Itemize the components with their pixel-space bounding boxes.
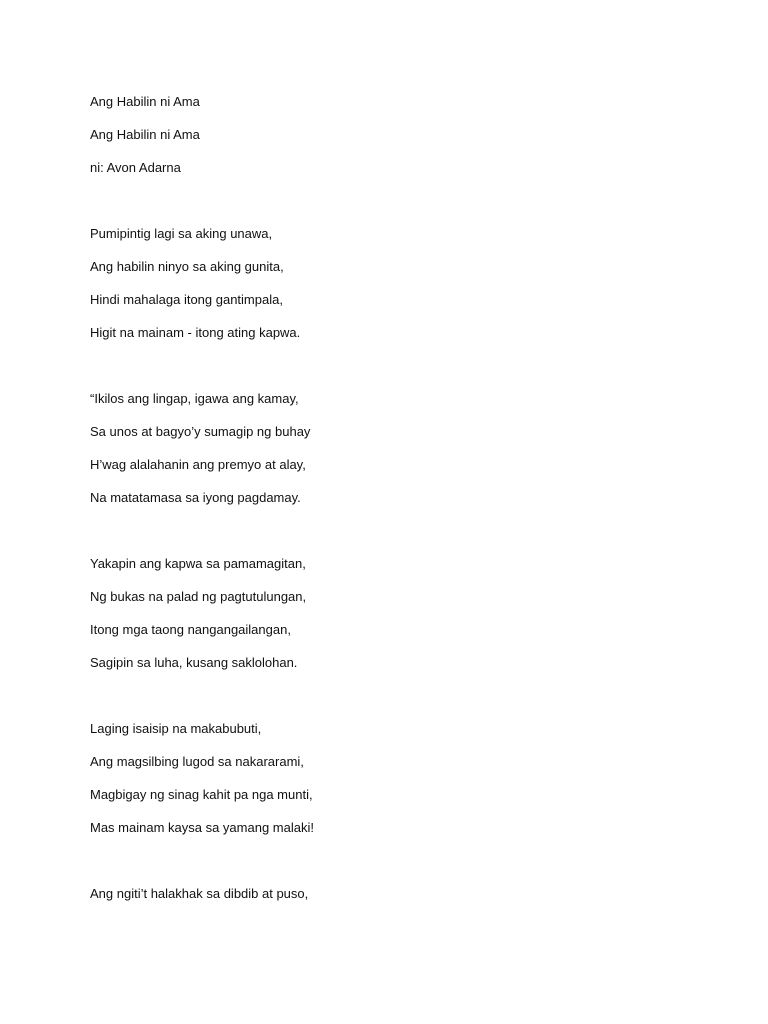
poem-line: Hindi mahalaga itong gantimpala, [90, 292, 283, 307]
stanza-gap [90, 356, 690, 389]
stanza-5 [90, 884, 690, 904]
poem-line: Sagipin sa luha, kusang saklolohan. [90, 655, 298, 670]
poem-line: Mas mainam kaysa sa yamang malaki! [90, 820, 314, 835]
poem-title: Ang Habilin ni Ama [90, 127, 200, 142]
stanza-gap [90, 851, 690, 884]
stanza-1 [90, 224, 690, 343]
stanza-gap [90, 686, 690, 719]
poem-line: Ang magsilbing lugod sa nakararami, [90, 754, 304, 769]
poem-line: Yakapin ang kapwa sa pamamagitan, [90, 556, 306, 571]
stanza-3 [90, 554, 690, 673]
poem-line: H’wag alalahanin ang premyo at alay, [90, 457, 306, 472]
poem-line: Ang habilin ninyo sa aking gunita, [90, 259, 284, 274]
poem-line: Magbigay ng sinag kahit pa nga munti, [90, 787, 313, 802]
poem-line: Higit na mainam - itong ating kapwa. [90, 325, 301, 340]
poem-author: ni: Avon Adarna [90, 160, 181, 175]
poem-line: Laging isaisip na makabubuti, [90, 721, 262, 736]
poem-line: Ng bukas na palad ng pagtutulungan, [90, 589, 307, 604]
stanza-gap [90, 521, 690, 554]
document-title: Ang Habilin ni Ama [90, 94, 200, 109]
stanza-4 [90, 719, 690, 838]
stanza-gap [90, 191, 690, 224]
poem-line: “Ikilos ang lingap, igawa ang kamay, [90, 391, 299, 406]
stanza-2 [90, 389, 690, 508]
poem-line: Sa unos at bagyo’y sumagip ng buhay [90, 424, 311, 439]
poem-line: Pumipintig lagi sa aking unawa, [90, 226, 273, 241]
poem-line: Itong mga taong nangangailangan, [90, 622, 291, 637]
poem-line: Na matatamasa sa iyong pagdamay. [90, 490, 301, 505]
poem-content [90, 92, 690, 917]
poem-line: Ang ngiti’t halakhak sa dibdib at puso, [90, 886, 309, 901]
